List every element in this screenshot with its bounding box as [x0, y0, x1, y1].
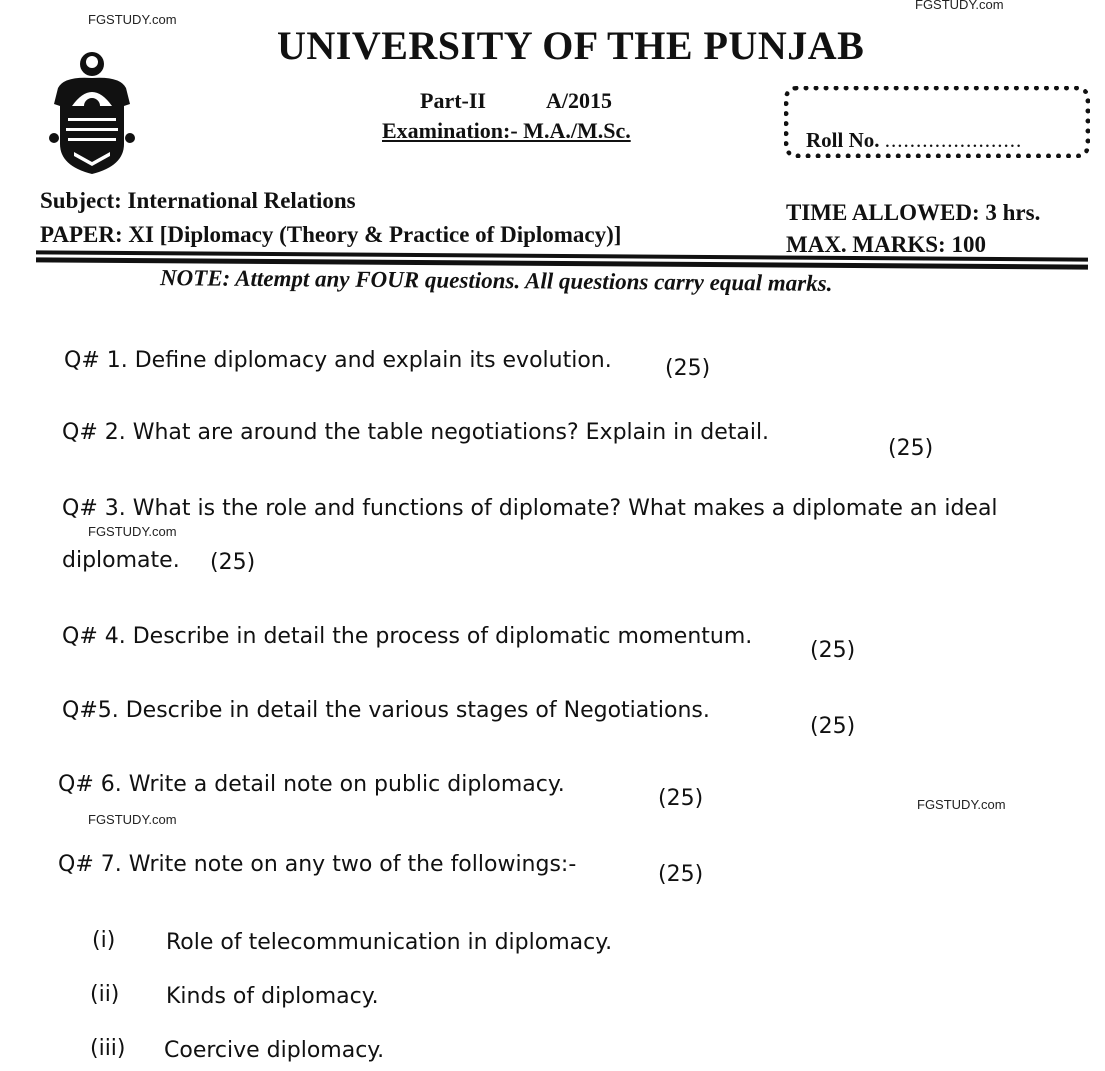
question-4-marks: (25) [810, 638, 856, 663]
sub-item-text: Role of telecommunication in diplomacy. [166, 930, 613, 955]
question-2-marks: (25) [888, 436, 934, 461]
watermark: FGSTUDY.com [917, 797, 1006, 812]
instructions-note: NOTE: Attempt any FOUR questions. All questions carry equal marks. [159, 265, 833, 296]
part-label: Part-II [420, 88, 486, 113]
watermark: FGSTUDY.com [88, 524, 177, 539]
question-3: Q# 3. What is the role and functions of diplomate? What makes a diplomate an ideal [62, 496, 998, 521]
time-allowed: TIME ALLOWED: 3 hrs. [786, 200, 1041, 225]
roll-number-label: Roll No. [806, 128, 880, 152]
question-7: Q# 7. Write note on any two of the followings:- [58, 852, 577, 877]
question-4: Q# 4. Describe in detail the process of diplomatic momentum. [62, 624, 753, 649]
question-3-continued: diplomate. [62, 548, 180, 573]
roll-number-blank: ...................... [884, 128, 1023, 152]
sub-item-label: (ii) [90, 982, 120, 1007]
watermark: FGSTUDY.com [88, 12, 177, 27]
question-1: Q# 1. Define diplomacy and explain its evolution. [64, 348, 612, 373]
sub-item-label: (iii) [90, 1036, 126, 1061]
question-5: Q#5. Describe in detail the various stages of Negotiations. [62, 698, 710, 723]
sub-item-label: (i) [92, 928, 116, 953]
university-crest-icon [44, 48, 140, 176]
question-3-marks: (25) [210, 550, 256, 575]
question-1-marks: (25) [665, 356, 711, 381]
part-session-line [420, 88, 612, 114]
subject-line: Subject: International Relations [40, 188, 356, 213]
sub-item-text: Coercive diplomacy. [164, 1038, 385, 1063]
watermark: FGSTUDY.com [915, 0, 1004, 12]
session-label: A/2015 [545, 88, 612, 113]
question-6: Q# 6. Write a detail note on public diplomacy. [58, 772, 565, 797]
roll-number-field[interactable] [806, 128, 1022, 153]
max-marks: MAX. MARKS: 100 [786, 232, 986, 257]
university-title: UNIVERSITY OF THE PUNJAB [277, 23, 865, 68]
watermark: FGSTUDY.com [88, 812, 177, 827]
question-5-marks: (25) [810, 714, 856, 739]
examination-label: Examination:- M.A./M.Sc. [382, 118, 631, 143]
question-2: Q# 2. What are around the table negotiations? Explain in detail. [62, 420, 770, 445]
question-6-marks: (25) [658, 786, 704, 811]
question-7-marks: (25) [658, 862, 704, 887]
sub-item-text: Kinds of diplomacy. [166, 984, 379, 1009]
paper-line: PAPER: XI [Diplomacy (Theory & Practice of Diplomacy)] [40, 222, 622, 247]
